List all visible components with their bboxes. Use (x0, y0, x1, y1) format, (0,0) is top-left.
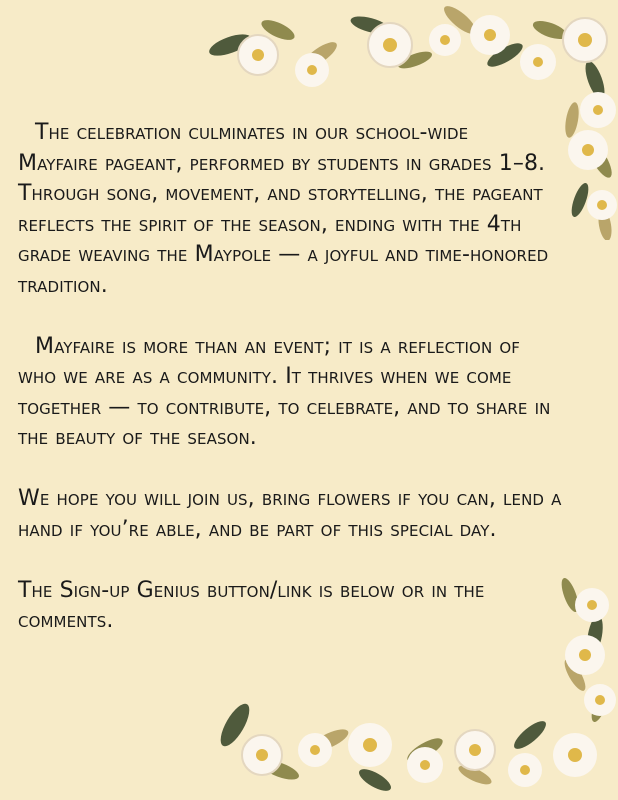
paragraph-gap (18, 545, 588, 576)
flyer-text (18, 118, 588, 637)
text-line: The Sign-up Genius button/link is below or in the (18, 577, 485, 603)
text-line: We hope you will join us, bring flowers if you can, lend a (18, 486, 562, 511)
paragraph-gap (18, 454, 588, 485)
text-line: who we are as a community. It thrives when we come (18, 364, 512, 389)
text-line: Through song, movement, and storytelling, the pageant (18, 181, 543, 206)
text-line: hand if you’re able, and be part of this special day. (18, 516, 497, 542)
text-line: grade weaving the Maypole — a joyful and time-honored (18, 242, 549, 267)
paragraph-pageant (18, 118, 588, 301)
paragraph-signup (18, 576, 588, 637)
text-line: comments. (18, 608, 114, 633)
paragraph-gap (18, 301, 588, 332)
text-line: Mayfaire pageant, performed by students in grades 1–8. (18, 150, 546, 176)
text-line: The celebration culminates in our school-wide (35, 120, 469, 145)
paragraph-invitation (18, 484, 588, 545)
text-line: reflects the spirit of the season, ending with the 4th (18, 211, 522, 237)
text-line: tradition. (18, 272, 108, 298)
text-line: the beauty of the season. (18, 425, 257, 450)
text-line: Mayfaire is more than an event; it is a reflection of (35, 333, 520, 359)
text-line: together — to contribute, to celebrate, and to share in (18, 394, 551, 420)
paragraph-community (18, 332, 588, 454)
